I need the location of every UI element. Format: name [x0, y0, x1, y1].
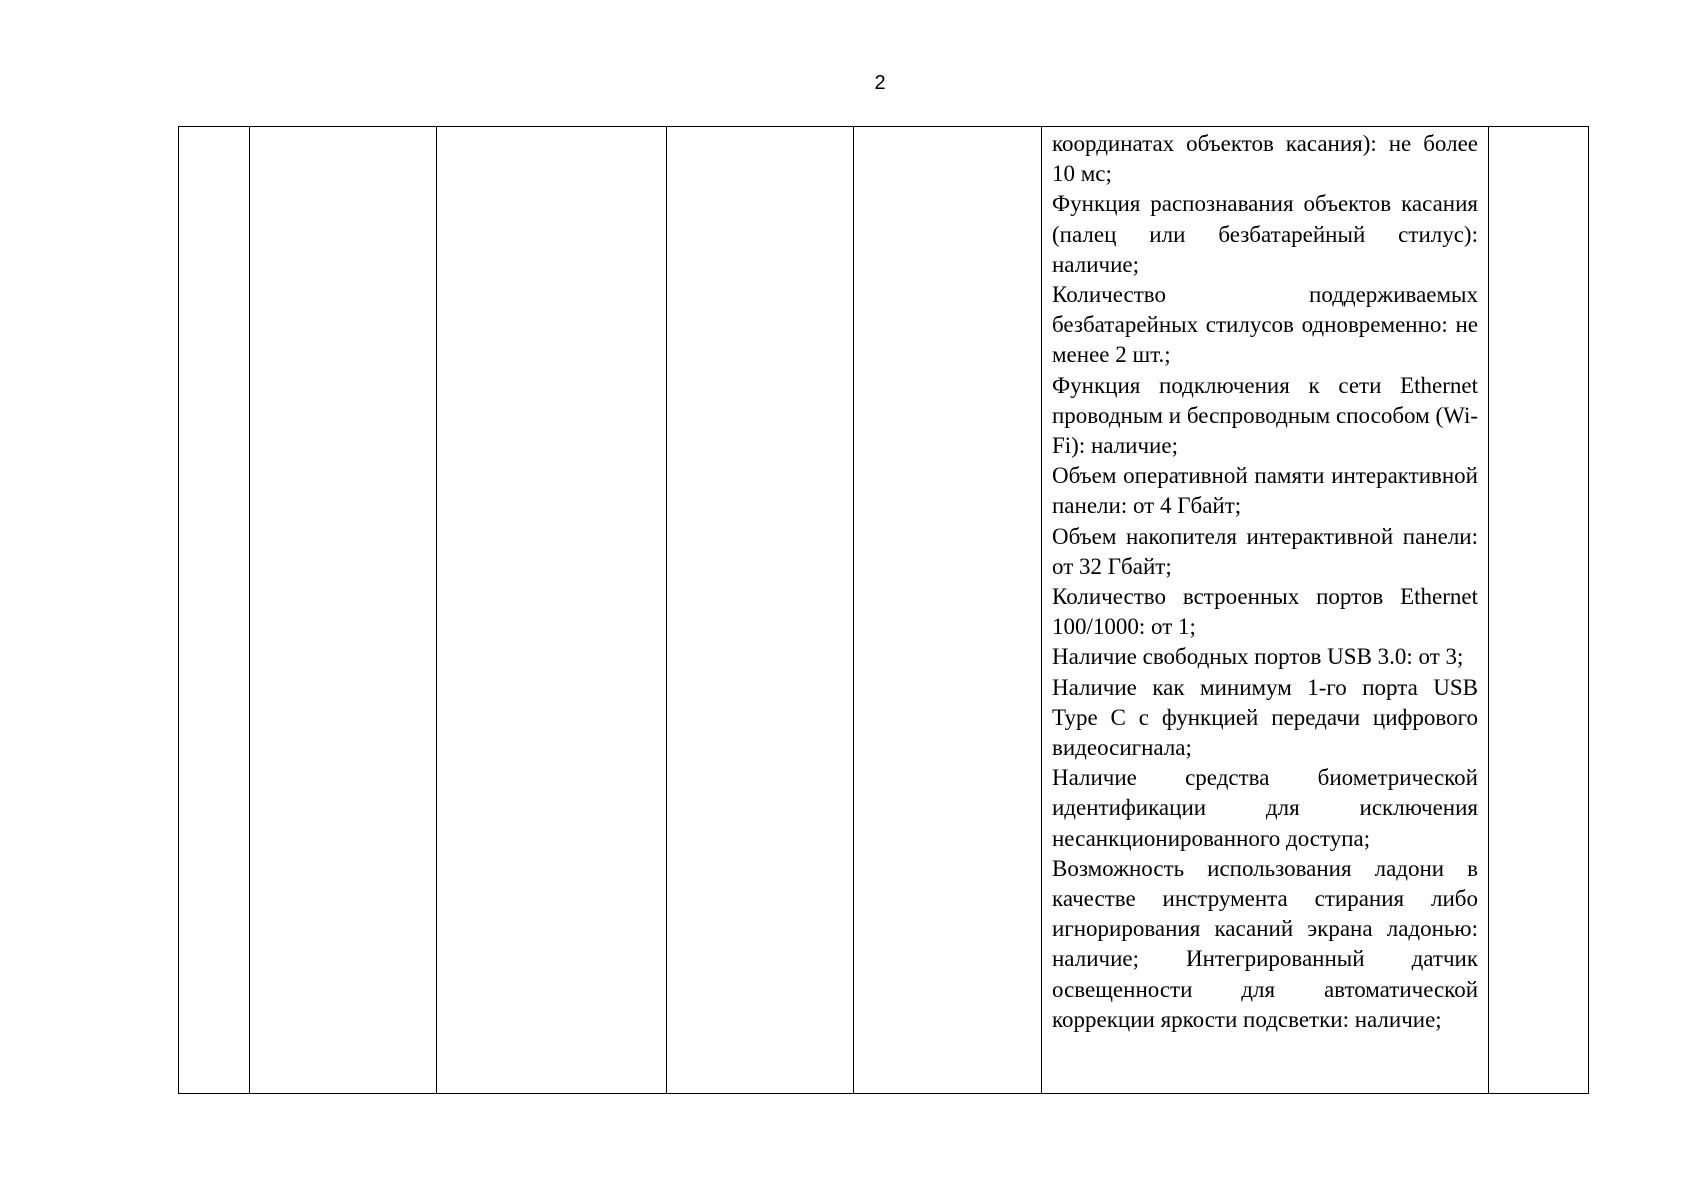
table-row: [179, 127, 1589, 1094]
spec-item: Наличие средства биометрической идентификации для исключения несанкционированного доступа;: [1052, 765, 1478, 851]
spec-table: [178, 126, 1589, 1094]
spec-item: Объем оперативной памяти интерактивной панели: от 4 Гбайт;: [1052, 463, 1478, 519]
spec-item: Объем накопителя интерактивной панели: от 32 Гбайт;: [1052, 523, 1478, 579]
table-cell-col4: [667, 127, 854, 1094]
page-number: 2: [874, 72, 886, 94]
spec-item: Наличие как минимум 1-го порта USB Type C с функцией передачи цифрового видеосигнала;: [1052, 674, 1478, 761]
spec-item: Функция распознавания объектов касания (палец или безбатарейный стилус): наличие;: [1052, 191, 1478, 277]
table-cell-col3: [437, 127, 667, 1094]
table-cell-number: [179, 127, 250, 1094]
spec-item: координатах объектов касания): не более 10 мс;: [1052, 131, 1478, 187]
spec-item: Функция подключения к сети Ethernet проводным и беспроводным способом (Wi-Fi): наличие;: [1052, 372, 1478, 459]
spec-item: Количество поддерживаемых безбатарейных стилусов одновременно: не менее 2 шт.;: [1052, 282, 1478, 368]
spec-item: Наличие свободных портов USB 3.0: от 3;: [1052, 644, 1464, 670]
spec-item: Возможность использования ладони в качестве инструмента стирания либо игнорирования касаний экрана ладонью: наличие; Интегрированный датчик освещенности для автоматической коррекции яркости подсветки: наличие;: [1052, 855, 1478, 1032]
table-cell-name: [250, 127, 437, 1094]
table-cell-col5: [854, 127, 1042, 1094]
table-cell-specifications: [1042, 127, 1489, 1094]
spec-item: Количество встроенных портов Ethernet 100/1000: от 1;: [1052, 584, 1478, 640]
table-cell-last: [1489, 127, 1589, 1094]
